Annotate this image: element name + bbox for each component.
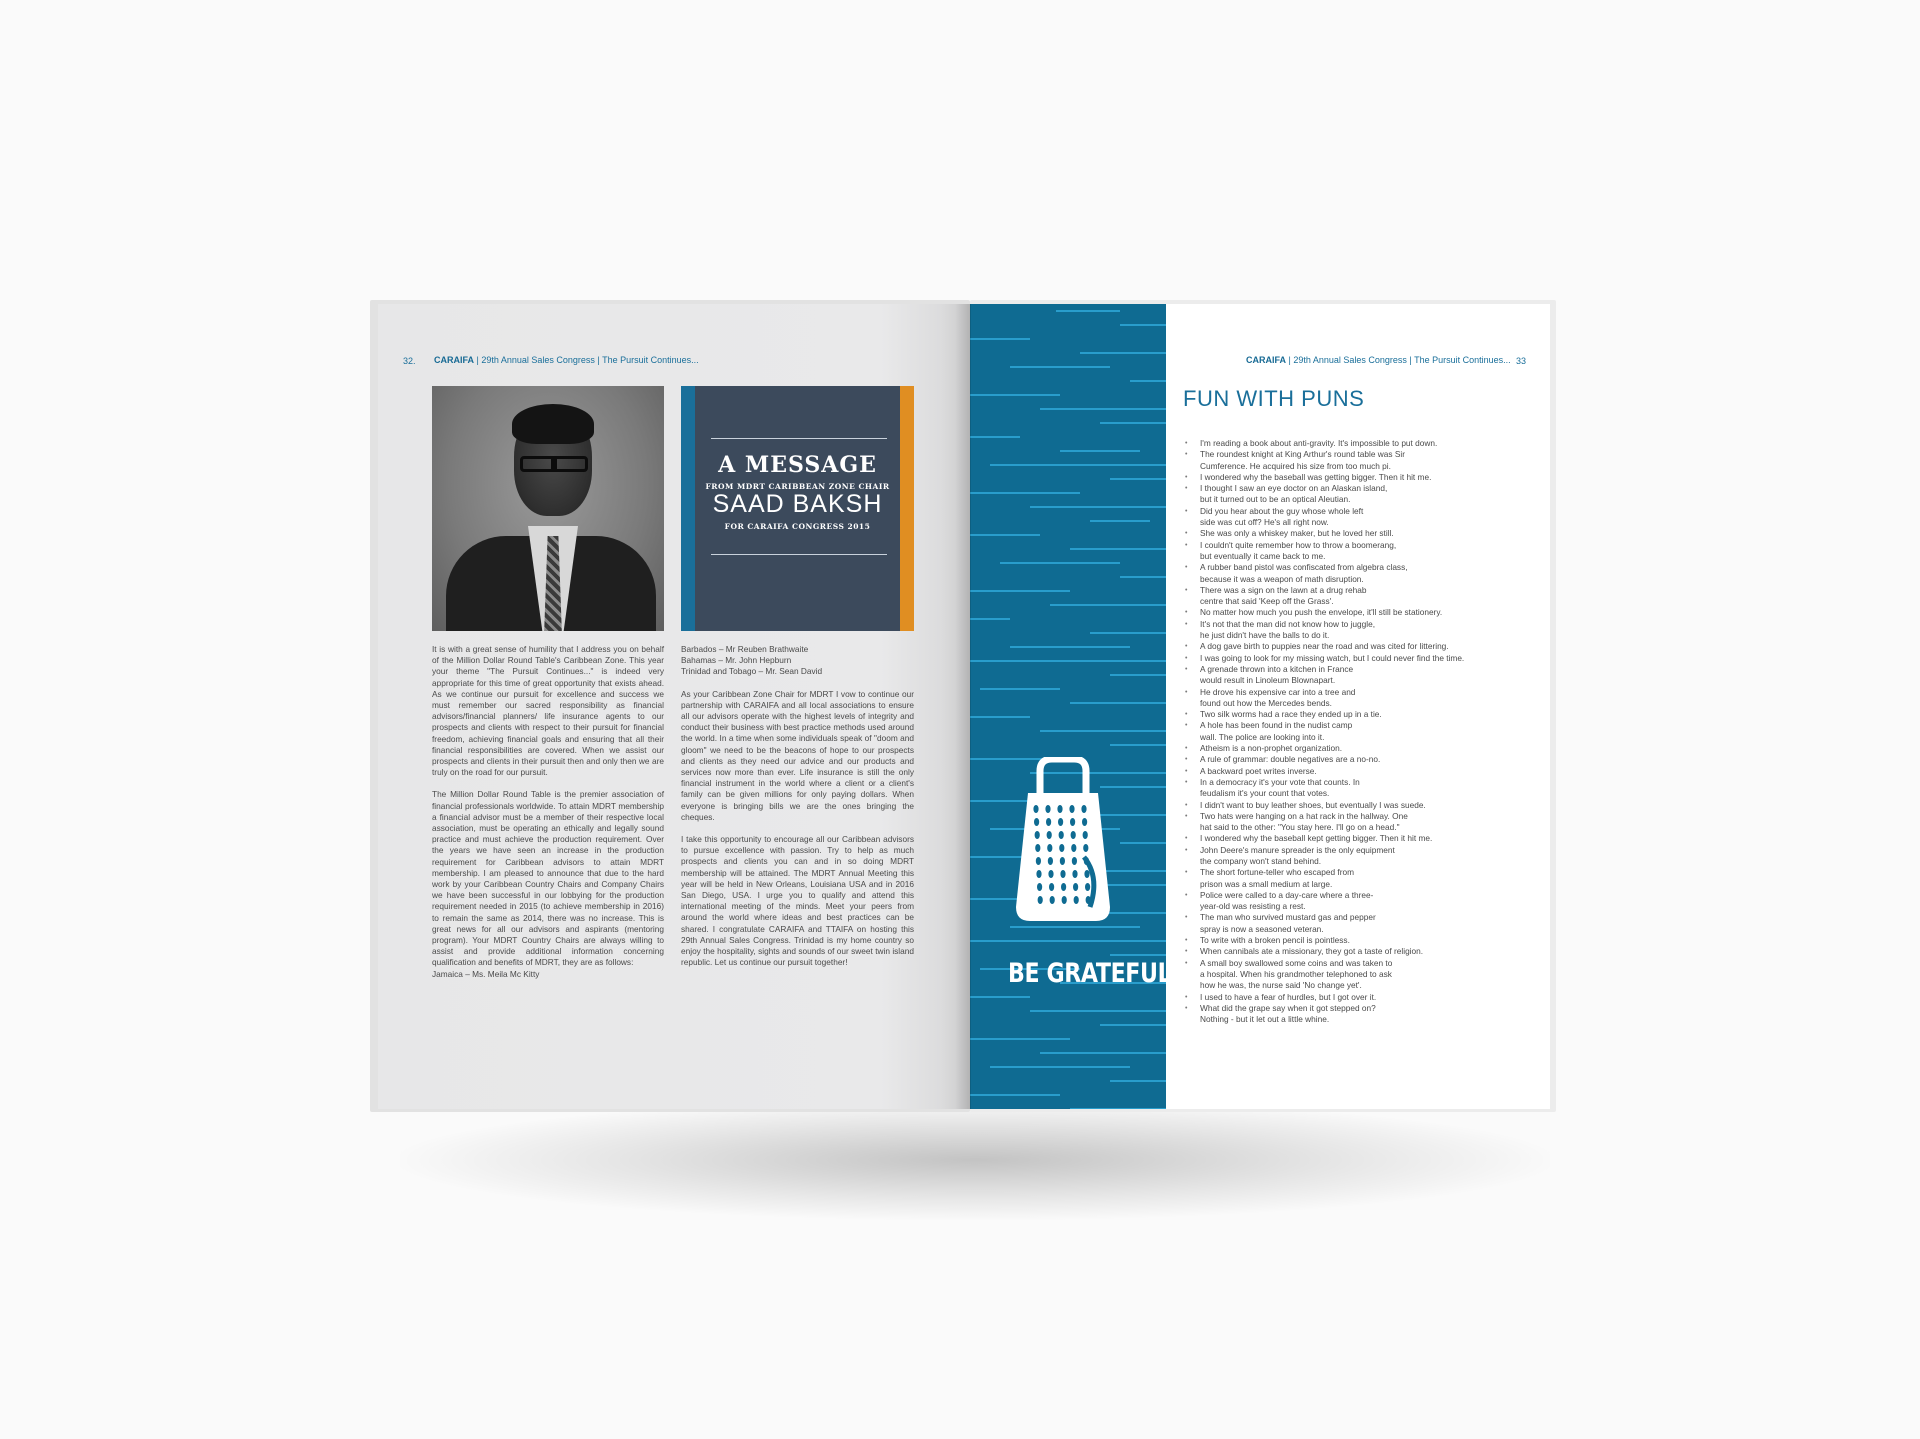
panel-stripe [1090,632,1166,634]
panel-stripe [1010,926,1140,928]
pun-line: A backward poet writes inverse. [1200,765,1317,776]
panel-stripe [1040,408,1166,410]
pun-item [1184,766,1524,777]
panel-stripe [970,618,1010,620]
pun-line: When cannibals ate a missionary, they got a taste of religion. [1200,946,1424,957]
pun-item [1184,992,1524,1003]
pun-line: A rubber band pistol was confiscated from algebra class, [1200,562,1408,573]
panel-stripe [1110,744,1166,746]
pun-item [1184,653,1524,664]
panel-stripe [1070,702,1166,704]
pun-item [1184,472,1524,483]
panel-stripe [970,590,1070,592]
panel-stripe [1100,1024,1166,1026]
pun-line: A hole has been found in the nudist camp [1200,720,1353,731]
pun-line: because it was a weapon of math disruption. [1200,573,1364,584]
panel-stripe [970,1094,1060,1096]
pun-item [1184,980,1524,991]
pun-item [1184,833,1524,844]
pun-line: He drove his expensive car into a tree and [1200,686,1356,697]
pun-item [1184,845,1524,868]
pun-line: Nothing - but it let out a little whine. [1200,1014,1330,1025]
panel-stripe [1110,954,1166,956]
pun-item [1184,449,1524,472]
pun-line: I wondered why the baseball kept getting bigger. Then it hit me. [1200,833,1433,844]
right-column-text [681,644,914,979]
pun-line: The roundest knight at King Arthur's round table was Sir [1200,449,1405,460]
panel-stripe [1070,548,1166,550]
pun-line: he just didn't have the balls to do it. [1200,630,1330,641]
pun-item [1184,800,1524,811]
panel-stripe [1056,310,1120,312]
panel-stripe [1060,450,1140,452]
panel-stripe [1010,366,1110,368]
pun-line: Two silk worms had a race they ended up in a tie. [1200,709,1382,720]
be-grateful-caption: BE GRATEFUL [1008,958,1172,989]
header-brand: CARAIFA [1246,355,1286,365]
pun-item [1184,528,1524,539]
puns-list [1184,438,1524,1025]
panel-stripe [970,1038,1070,1040]
message-box [681,386,914,631]
panel-stripe [1090,520,1150,522]
pun-item [1184,867,1524,890]
pun-item [1184,958,1524,981]
pun-line: side was cut off? He's all right now. [1200,517,1329,528]
left-running-header [434,355,699,365]
message-name: SAAD BAKSH [712,490,883,518]
pun-line: a hospital. When his grandmother telephoned to ask [1200,968,1392,979]
panel-stripe [970,996,1030,998]
paragraph: The Million Dollar Round Table is the premier association of financial professionals worldwide. To attain MDRT membership a financial advisor must be a member of their respective local association, must be operating an ethically and legally sound practice and must achieve the production requirement. Over the years we have seen an increase in the production requirement for Caribbean advisors to attain MDRT membership. I am pleased to announce that due to the hard work by your Caribbean Country Chairs and Company Chairs we have been successful in our lobbying for the production requirement needed in 2015 (to achieve membership in 2016) to remain the same as 2014, there was no increase. This is great news for all our advisors and aspirants (mentoring program). Your MDRT Country Chairs are always willing to assist and provide additional information concerning qualification and benefits of MDRT, they are as follows: [432,789,664,968]
pun-line: No matter how much you push the envelope, it'll still be stationery. [1200,607,1443,618]
panel-stripe [1040,1052,1166,1054]
pun-line: It's not that the man did not know how to juggle, [1200,618,1376,629]
panel-stripe [970,716,1030,718]
pun-line: wall. The police are looking into it. [1200,731,1325,742]
pun-item [1184,811,1524,834]
pun-item [1184,720,1524,743]
message-title: A MESSAGE [718,452,877,478]
pun-line: spray is now a seasoned veteran. [1200,923,1324,934]
pun-line: John Deere's manure spreader is the only equipment [1200,844,1395,855]
pun-line: Did you hear about the guy whose whole left [1200,505,1364,516]
country-chair-jamaica: Jamaica – Ms. Meila Mc Kitty [432,968,540,979]
pun-line: how he was, the nurse said 'No change yet'. [1200,980,1362,991]
left-column-text [432,644,664,980]
pun-line: but eventually it came back to me. [1200,550,1326,561]
pun-item [1184,777,1524,800]
pun-line: found out how the Mercedes bends. [1200,697,1332,708]
pun-line: year-old was resisting a rest. [1200,901,1306,912]
pun-line: I didn't want to buy leather shoes, but eventually I was suede. [1200,799,1426,810]
message-subtitle: FROM MDRT CARIBBEAN ZONE CHAIR [705,482,890,491]
pun-item [1184,483,1524,506]
pun-line: the company won't stand behind. [1200,855,1322,866]
pun-item [1184,641,1524,652]
panel-stripe [1010,646,1130,648]
pun-item [1184,687,1524,710]
panel-stripe [980,688,1060,690]
pun-line: The short fortune-teller who escaped from [1200,867,1355,878]
pun-line: I'm reading a book about anti-gravity. It's impossible to put down. [1200,438,1438,448]
pun-line: To write with a broken pencil is pointless. [1200,935,1350,946]
panel-stripe [1110,674,1166,676]
pun-item [1184,890,1524,913]
pun-line: In a democracy it's your vote that counts. In [1200,776,1360,787]
panel-stripe [1110,478,1166,480]
pun-line: What did the grape say when it got stepped on? [1200,1002,1376,1013]
panel-stripe [1100,422,1166,424]
panel-stripe [1050,604,1166,606]
pun-line: I thought I saw an eye doctor on an Alaskan island, [1200,483,1388,494]
panel-stripe [970,534,1040,536]
right-page-number: 33 [1516,356,1527,366]
panel-stripe [1080,352,1166,354]
pun-item [1184,1003,1524,1026]
country-chair-barbados: Barbados – Mr Reuben Brathwaite [681,644,809,654]
puns-title: FUN WITH PUNS [1183,386,1365,411]
panel-stripe [970,436,1020,438]
panel-stripe [1030,506,1166,508]
pun-line: The man who survived mustard gas and pepper [1200,912,1376,923]
pun-line: A dog gave birth to puppies near the road and was cited for littering. [1200,641,1449,652]
panel-stripe [1040,730,1166,732]
header-text: | 29th Annual Sales Congress | The Pursuit Continues... [1286,355,1511,365]
pun-line: A rule of grammar: double negatives are a no-no. [1200,754,1381,765]
panel-stripe [970,338,1030,340]
pun-line: feudalism it's your count that votes. [1200,788,1330,799]
pun-item [1184,438,1524,449]
panel-stripe [1120,576,1166,578]
header-text: | 29th Annual Sales Congress | The Pursuit Continues... [474,355,699,365]
pun-line: Police were called to a day-care where a three- [1200,889,1374,900]
paragraph: I take this opportunity to encourage all our Caribbean advisors to pursue excellence with passion. Try to help as much prospects and clients you can and in so doing MDRT membership will be attained. The MDRT Annual Meeting this year will be held in New Orleans, Louisiana USA and in 2016 San Diego, USA. I urge you to qualify and attend this international meeting of the minds. Meet your peers from around the world where ideas and best practices can be shared. I congratulate CARAIFA and TTAIFA on hosting this 29th Annual Sales Congress. Trinidad is my home country so enjoy the hospitality, sights and sounds of our sweet twin island republic. Let us continue our pursuit together! [681,834,914,968]
panel-stripe [1130,380,1166,382]
country-chair-bahamas: Bahamas – Mr. John Hepburn [681,655,792,666]
pun-item [1184,946,1524,957]
pun-line: A small boy swallowed some coins and was taken to [1200,957,1393,968]
pun-item [1184,743,1524,754]
pun-line: but it turned out to be an optical Aleutian. [1200,494,1351,505]
paragraph: It is with a great sense of humility that I address you on behalf of the Million Dollar Round Table's Caribbean Zone. This year your theme "The Pursuit Continues..." is indeed very appropriate for this time of great opportunity that exists ahead. As we continue our pursuit for excellence and success we must remember our sacred responsibility as financial advisors/financial planners/ life insurance agents to our prospects and clients with respect to their pursuit for financial freedom, achieving financial goals and ensuring that all their financial responsibilities are covered. When we assist our prospects and clients in their pursuit then and only then we are truly on the road for our pursuit. [432,644,664,778]
spine-shade [955,304,971,1109]
pun-item [1184,562,1524,585]
pun-item [1184,585,1524,608]
pun-item [1184,540,1524,563]
message-occasion: FOR CARAIFA CONGRESS 2015 [724,522,871,531]
pun-line: She was only a whiskey maker, but he loved her still. [1200,528,1394,539]
pun-item [1184,506,1524,529]
pun-line: Atheism is a non-prophet organization. [1200,743,1343,754]
pun-line: A grenade thrown into a kitchen in France [1200,663,1354,674]
pun-item [1184,709,1524,720]
pun-line: Cumference. He acquired his size from too much pi. [1200,460,1391,471]
pun-item [1184,607,1524,618]
pun-item [1184,619,1524,642]
pun-line: I was going to look for my missing watch, but I could never find the time. [1200,652,1465,663]
portrait-photo [432,386,664,631]
left-page-number: 32. [403,356,416,366]
pun-item [1184,664,1524,687]
paragraph: As your Caribbean Zone Chair for MDRT I vow to continue our partnership with CARAIFA and all local associations to ensure all our advisors operate with the highest levels of integrity and conduct their business with best practice methods used around the world. In a time when some individuals speak of "doom and gloom" we need to be the beacons of hope to our prospects and clients as they need our advice and our products and services now more than ever. Life insurance is still the only financial instrument in the world where a client or a client's family can be given millions for only paying dollars. When everyone is bringing bills we are the ones bringing the cheques. [681,688,914,822]
pun-line: There was a sign on the lawn at a drug rehab [1200,584,1367,595]
pun-item [1184,912,1524,935]
pun-line: Two hats were hanging on a hat rack in the hallway. One [1200,810,1408,821]
country-chair-trinidad: Trinidad and Tobago – Mr. Sean David [681,666,823,677]
panel-stripe [1120,842,1166,844]
header-brand: CARAIFA [434,355,474,365]
pun-line: I wondered why the baseball was getting bigger. Then it hit me. [1200,471,1432,482]
pun-line: hat said to the other: "You stay here. I'll go on a head." [1200,822,1400,833]
pun-line: would result in Linoleum Blownapart. [1200,675,1336,686]
panel-stripe [970,492,1080,494]
panel-stripe [1030,1010,1166,1012]
pun-line: centre that said 'Keep off the Grass'. [1200,596,1334,607]
panel-stripe [990,1066,1130,1068]
right-running-header [1246,355,1511,365]
panel-stripe [990,464,1166,466]
panel-stripe [1110,1080,1166,1082]
pun-item [1184,935,1524,946]
panel-stripe [970,940,1166,942]
panel-stripe [970,660,1166,662]
panel-stripe [970,394,1060,396]
pun-line: I couldn't quite remember how to throw a boomerang, [1200,539,1397,550]
cheese-grater-icon [1014,757,1112,925]
pun-line: prison was a small medium at large. [1200,878,1333,889]
book-shadow [400,1100,1550,1220]
pun-item [1184,754,1524,765]
panel-stripe [1070,1108,1166,1109]
panel-stripe [1120,324,1166,326]
pun-line: I used to have a fear of hurdles, but I got over it. [1200,991,1377,1002]
panel-stripe [1000,562,1120,564]
